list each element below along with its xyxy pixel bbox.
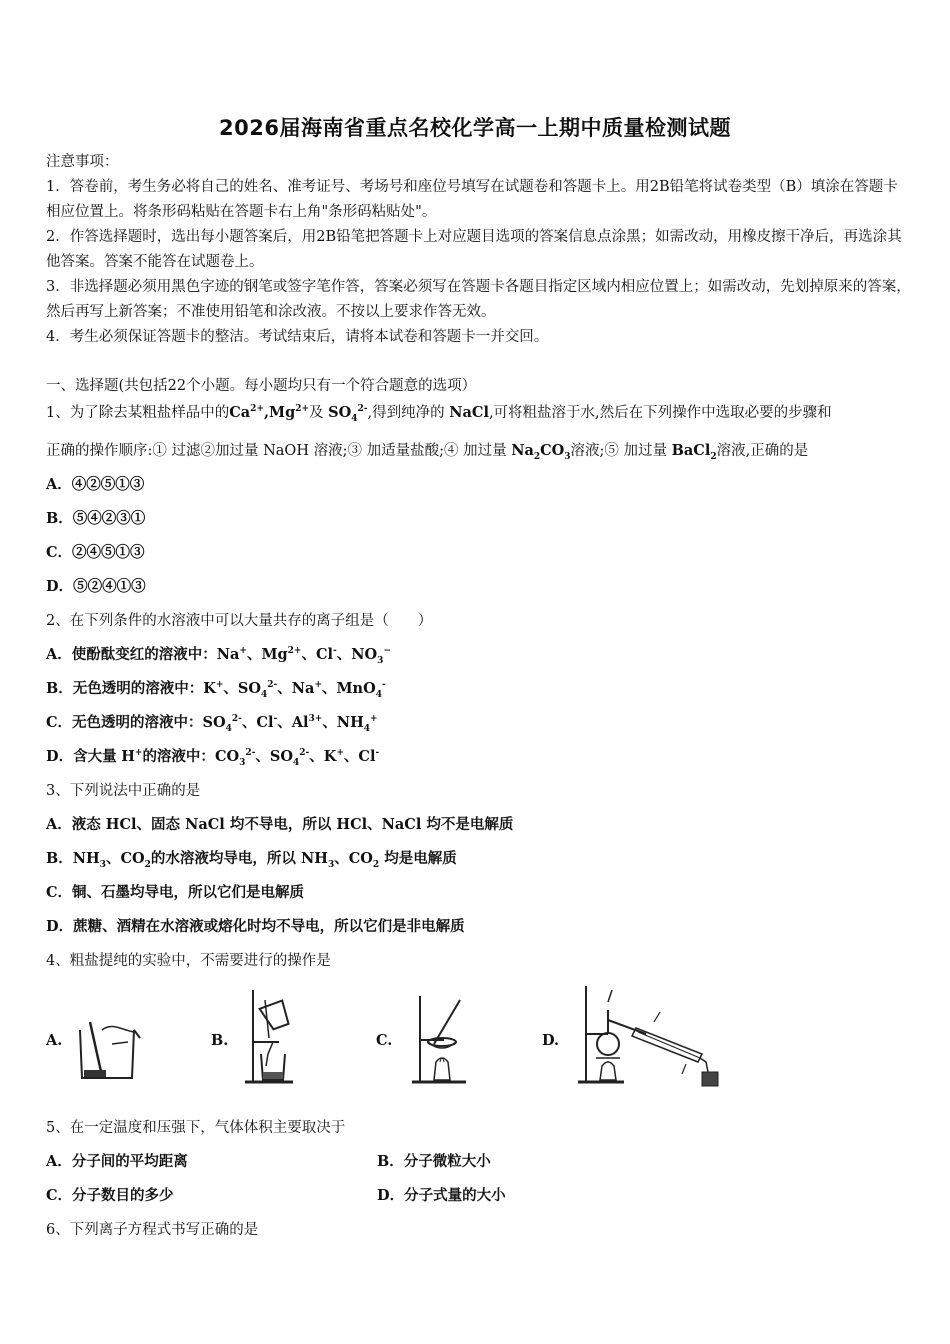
page-title: 2026届海南省重点名校化学高一上期中质量检测试题 — [219, 116, 731, 140]
notice-item: 3．非选择题必须用黑色字迹的钢笔或签字笔作答，答案必须写在答题卡各题目指定区域内相应位置上；如需改动，先划掉原来的答案，然后再写上新答案；不准使用铅笔和涂改液。不按以上要求作答无效。 — [46, 279, 911, 320]
q1-option-c: C．②④⑤①③ — [46, 544, 145, 561]
distillation-apparatus-icon — [574, 982, 744, 1092]
q4-apparatus-row — [46, 982, 746, 1092]
q4-option-a: A. — [46, 982, 196, 1092]
section-heading: 一、选择题(共包括22个小题。每小题均只有一个符合题意的选项） — [46, 378, 477, 394]
q1-option-b: B．⑤④②③① — [46, 510, 146, 527]
q6-stem: 6、下列离子方程式书写正确的是 — [46, 1222, 259, 1238]
q2-option-d: D．含大量 H+的溶液中：$CO_3^{2-}$、$SO_4^{2-}$、K+、Cl- — [46, 748, 380, 768]
q3-option-c: C．铜、石墨均导电，所以它们是电解质 — [46, 884, 305, 901]
filtration-setup-icon — [235, 982, 345, 1092]
q1-stem-line1: 1、为了除去某粗盐样品中的$Ca^{2+},Mg^{2+}$及 $SO_4^{2-}$,得到纯净的 NaCl,可将粗盐溶于水,然后在下列操作中选取必要的步骤和 — [46, 404, 832, 424]
q5-option-d: D．分子式量的大小 — [377, 1187, 506, 1204]
q4-option-c: C. — [376, 982, 526, 1092]
q3-option-b: B．$NH_3$、$CO_2$的水溶液均导电，所以 $NH_3$、$CO_2$ 均是电解质 — [46, 850, 457, 870]
q3-option-d: D．蔗糖、酒精在水溶液或熔化时均不导电，所以它们是非电解质 — [46, 918, 465, 935]
q3-option-a: A．液态 HCl、固态 NaCl 均不导电，所以 HCl、NaCl 均不是电解质 — [46, 816, 514, 833]
q5-stem: 5、在一定温度和压强下，气体体积主要取决于 — [46, 1120, 346, 1136]
notice-item: 4．考生必须保证答题卡的整洁。考试结束后，请将本试卷和答题卡一并交回。 — [46, 329, 549, 345]
notice-item: 1．答卷前，考生务必将自己的姓名、准考证号、考场号和座位号填写在试题卷和答题卡上。用2B铅笔将试卷类型（B）填涂在答题卡相应位置上。将条形码粘贴在答题卡右上角"条形码粘贴处"。 — [46, 179, 898, 220]
q4-stem: 4、粗盐提纯的实验中，不需要进行的操作是 — [46, 953, 331, 969]
q2-option-a: A．使酚酞变红的溶液中：Na+、$Mg^{2+}$、Cl-、$NO_3^-$ — [46, 646, 391, 666]
q5-option-c: C．分子数目的多少 — [46, 1187, 174, 1204]
q2-option-b: B．无色透明的溶液中：K+、$SO_4^{2-}$、Na+、MnO$_4$- — [46, 680, 386, 700]
q4-option-b: B. — [211, 982, 361, 1092]
notice-item: 2．作答选择题时，选出每小题答案后，用2B铅笔把答题卡上对应题目选项的答案信息点涂黑；如需改动，用橡皮擦干净后，再选涂其他答案。答案不能答在试题卷上。 — [46, 229, 902, 270]
notice-heading: 注意事项： — [46, 154, 119, 170]
q1-stem-line2: 正确的操作顺序:① 过滤②加过量 NaOH 溶液;③ 加适量盐酸;④ 加过量 $Na_2CO_3$溶液;⑤ 加过量 BaCl$_2$溶液,正确的是 — [46, 442, 809, 462]
dissolving-beaker-icon — [72, 982, 182, 1092]
q5-option-a: A．分子间的平均距离 — [46, 1153, 188, 1170]
q2-stem: 2、在下列条件的水溶液中可以大量共存的离子组是（ ） — [46, 613, 433, 629]
evaporation-dish-icon — [404, 982, 514, 1092]
notice-block — [46, 150, 912, 350]
q1-option-a: A．④②⑤①③ — [46, 476, 145, 493]
q2-option-c: C．无色透明的溶液中：$SO_4^{2-}$、Cl-、$Al^{3+}$、$NH_4^+$ — [46, 714, 378, 734]
q1-option-d: D．⑤②④①③ — [46, 578, 146, 595]
q4-option-d: D. — [542, 982, 742, 1092]
q5-option-b: B．分子微粒大小 — [377, 1153, 491, 1170]
q3-stem: 3、下列说法中正确的是 — [46, 783, 201, 799]
